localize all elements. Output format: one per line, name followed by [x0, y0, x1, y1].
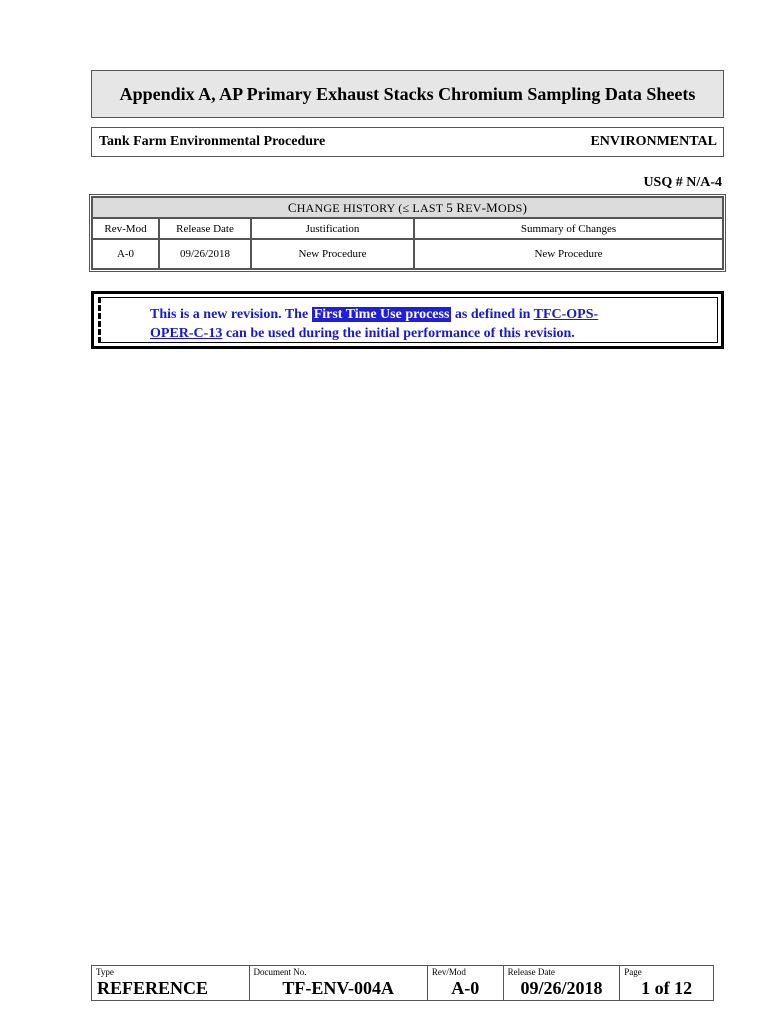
footer-rev-mod — [428, 966, 504, 1000]
document-title-text: Appendix A, AP Primary Exhaust Stacks Chromium Sampling Data Sheets — [119, 83, 696, 104]
column-header-rev-mod: Rev-Mod — [92, 218, 159, 239]
footer-page-value: 1 of 12 — [641, 978, 693, 998]
notice-text-part: This is a new revision. The — [150, 307, 312, 322]
footer-revmod-value: A-0 — [451, 978, 480, 998]
footer-doc-value: TF-ENV-004A — [282, 978, 395, 998]
usq-number: USQ # N/A-4 — [643, 175, 722, 190]
procedure-reference-link[interactable]: TFC-OPS- — [533, 307, 599, 322]
column-header-justification: Justification — [251, 218, 414, 239]
procedure-type: Tank Farm Environmental Procedure — [99, 134, 326, 149]
cell-rev-mod: A-0 — [92, 239, 159, 269]
revision-notice-text — [98, 297, 718, 343]
notice-text-part: can be used during the initial performance of this revision. — [222, 326, 575, 341]
revision-notice — [91, 291, 724, 349]
footer-revmod-label: Rev/Mod — [431, 967, 466, 977]
column-header-release-date: Release Date — [159, 218, 251, 239]
footer-page — [620, 966, 713, 1000]
cell-release-date: 09/26/2018 — [159, 239, 251, 269]
table-row — [92, 239, 723, 269]
footer-type-label: Type — [96, 967, 114, 977]
procedure-header — [91, 127, 724, 157]
footer-page-label: Page — [624, 967, 642, 977]
procedure-category: ENVIRONMENTAL — [590, 134, 717, 149]
notice-text-part: as defined in — [451, 307, 534, 322]
column-header-summary: Summary of Changes — [414, 218, 723, 239]
cell-summary: New Procedure — [414, 239, 723, 269]
document-title — [91, 70, 724, 118]
document-footer — [91, 965, 714, 1001]
footer-document-number — [250, 966, 428, 1000]
footer-type — [92, 966, 250, 1000]
change-history-table — [91, 196, 724, 270]
cell-justification: New Procedure — [251, 239, 414, 269]
footer-date-label: Release Date — [507, 967, 555, 977]
footer-doc-label: Document No. — [253, 967, 307, 977]
footer-date-value: 09/26/2018 — [520, 978, 603, 998]
change-history-caption: CHANGE HISTORY (≤ LAST 5 REV-MODS) — [92, 197, 723, 218]
procedure-reference-link-cont[interactable]: OPER-C-13 — [150, 326, 223, 341]
first-time-use-process-link[interactable]: First Time Use process — [313, 307, 450, 322]
footer-type-value: REFERENCE — [97, 978, 209, 998]
footer-release-date — [504, 966, 621, 1000]
